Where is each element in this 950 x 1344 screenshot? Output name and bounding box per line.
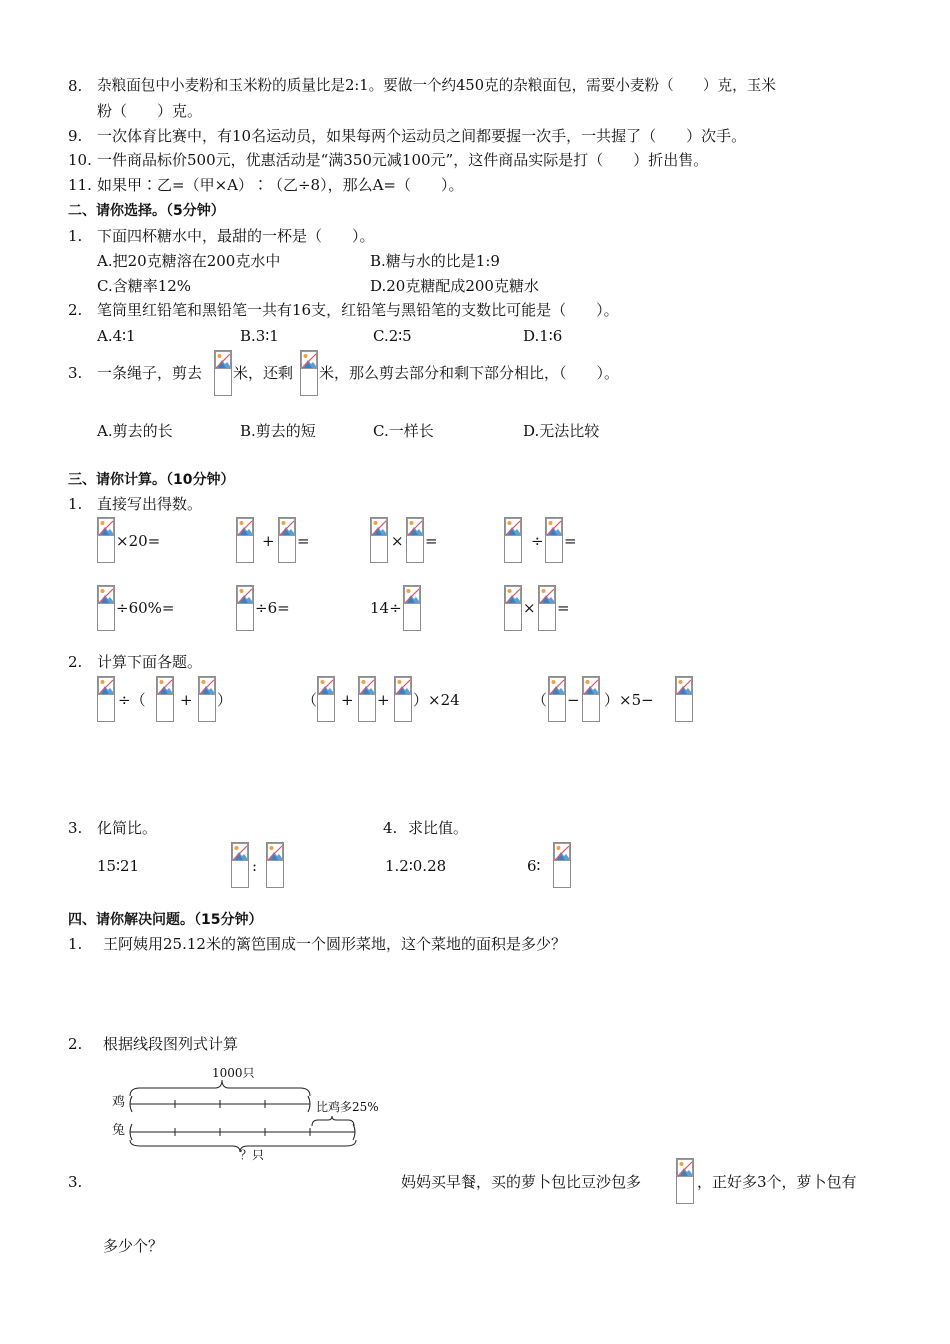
- fraction-image-placeholder: [553, 842, 571, 888]
- broken-image-icon: [301, 351, 317, 371]
- expression-op: ÷: [531, 532, 544, 550]
- option-c: C.2∶5: [373, 327, 412, 345]
- question-number: 1.: [68, 227, 83, 245]
- question-number: 3.: [68, 1173, 83, 1191]
- fraction-image-placeholder: [198, 676, 216, 722]
- expression-op: ÷6=: [255, 599, 290, 617]
- expression-op: ）: [217, 691, 233, 709]
- expression-op: +: [262, 532, 275, 550]
- expression-op: +: [377, 691, 390, 709]
- broken-image-icon: [554, 843, 570, 863]
- broken-image-icon: [583, 677, 599, 697]
- diagram-bottom-label: ？只: [240, 1148, 265, 1162]
- broken-image-icon: [98, 586, 114, 606]
- ratio-expression: 15∶21: [97, 857, 140, 875]
- question-9-text: 一次体育比赛中，有10名运动员，如果每两个运动员之间都要握一次手，一共握了（ ）次手。: [97, 127, 747, 145]
- line-segment-diagram: [110, 1066, 390, 1166]
- question-number: 10.: [68, 151, 92, 169]
- fraction-image-placeholder: [582, 676, 600, 722]
- question-number: 4.: [383, 819, 398, 837]
- fraction-image-placeholder: [676, 1158, 694, 1204]
- broken-image-icon: [157, 677, 173, 697]
- ratio-expression: 6∶: [527, 857, 541, 875]
- broken-image-icon: [539, 586, 555, 606]
- fraction-image-placeholder: [156, 676, 174, 722]
- broken-image-icon: [505, 518, 521, 538]
- fraction-image-placeholder: [504, 517, 522, 563]
- question-10-text: 一件商品标价500元，优惠活动是“满350元减100元”，这件商品实际是打（ ）折出售。: [97, 151, 709, 169]
- broken-image-icon: [199, 677, 215, 697]
- fraction-image-placeholder: [394, 676, 412, 722]
- calc-2-text: 计算下面各题。: [97, 653, 203, 671]
- fraction-image-placeholder: [236, 517, 254, 563]
- broken-image-icon: [676, 677, 692, 697]
- broken-image-icon: [267, 843, 283, 863]
- fraction-image-placeholder: [236, 585, 254, 631]
- fraction-image-placeholder: [300, 350, 318, 396]
- section-heading-calc: 三、请你计算。（10分钟）: [68, 472, 235, 488]
- choice-3-text-3: 米，那么剪去部分和剩下部分相比，（ ）。: [319, 364, 620, 382]
- diagram-row-label-rabbit: 兔: [112, 1123, 126, 1138]
- broken-image-icon: [237, 518, 253, 538]
- choice-1-text: 下面四杯糖水中，最甜的一杯是（ ）。: [97, 227, 375, 245]
- broken-image-icon: [407, 518, 423, 538]
- choice-3-text-1: 一条绳子，剪去: [97, 364, 203, 382]
- option-b: B.3∶1: [240, 327, 279, 345]
- question-number: 3.: [68, 819, 83, 837]
- fraction-image-placeholder: [97, 517, 115, 563]
- fraction-image-placeholder: [548, 676, 566, 722]
- section-heading-choice: 二、请你选择。（5分钟）: [68, 203, 225, 219]
- option-a: A.4∶1: [97, 327, 136, 345]
- problem-2-text: 根据线段图列式计算: [103, 1035, 239, 1053]
- fraction-image-placeholder: [406, 517, 424, 563]
- expression-op: =: [425, 532, 438, 550]
- broken-image-icon: [232, 843, 248, 863]
- question-8-text: 杂粮面包中小麦粉和玉米粉的质量比是2:1。要做一个约450克的杂粮面包，需要小麦粉（ ）克，玉米: [97, 77, 776, 94]
- section-heading-problems: 四、请你解决问题。（15分钟）: [68, 912, 263, 928]
- problem-3-text-2: ，正好多3个，萝卜包有: [697, 1173, 857, 1191]
- fraction-image-placeholder: [538, 585, 556, 631]
- question-number: 2.: [68, 301, 83, 319]
- question-number: 1.: [68, 935, 83, 953]
- broken-image-icon: [279, 518, 295, 538]
- expression-op: −: [567, 691, 580, 709]
- ratio-expression: 1.2∶0.28: [385, 857, 447, 875]
- fraction-image-placeholder: [231, 842, 249, 888]
- calc-4-text: 求比值。: [408, 819, 469, 837]
- broken-image-icon: [677, 1159, 693, 1179]
- fraction-image-placeholder: [403, 585, 421, 631]
- broken-image-icon: [546, 518, 562, 538]
- option-c: C.含糖率12%: [97, 277, 192, 295]
- broken-image-icon: [359, 677, 375, 697]
- fraction-image-placeholder: [214, 350, 232, 396]
- expression-op: =: [297, 532, 310, 550]
- option-d: D.20克糖配成200克糖水: [370, 277, 539, 295]
- fraction-image-placeholder: [317, 676, 335, 722]
- option-c: C.一样长: [373, 422, 434, 440]
- question-number: 9.: [68, 127, 83, 145]
- broken-image-icon: [505, 586, 521, 606]
- question-number: 11.: [68, 176, 92, 194]
- fraction-image-placeholder: [97, 676, 115, 722]
- broken-image-icon: [395, 677, 411, 697]
- fraction-image-placeholder: [97, 585, 115, 631]
- broken-image-icon: [549, 677, 565, 697]
- option-b: B.剪去的短: [240, 422, 316, 440]
- option-a: A.把20克糖溶在200克水中: [97, 252, 281, 270]
- choice-3-text-2: 米，还剩: [233, 364, 294, 382]
- calc-1-text: 直接写出得数。: [97, 495, 203, 513]
- expression-op: 14÷: [370, 599, 402, 617]
- diagram-top-label: 1000只: [212, 1066, 255, 1080]
- diagram-row-label-chicken: 鸡: [112, 1095, 126, 1110]
- fraction-image-placeholder: [278, 517, 296, 563]
- expression-op: ÷60%=: [116, 599, 175, 617]
- fraction-image-placeholder: [545, 517, 563, 563]
- question-number: 3.: [68, 364, 83, 382]
- broken-image-icon: [404, 586, 420, 606]
- problem-1-text: 王阿姨用25.12米的篱笆围成一个圆形菜地，这个菜地的面积是多少？: [103, 935, 566, 953]
- expression-op: ÷（: [118, 691, 146, 709]
- broken-image-icon: [98, 677, 114, 697]
- expression-op: （: [302, 691, 318, 709]
- option-a: A.剪去的长: [97, 422, 173, 440]
- expression-op: （: [532, 691, 548, 709]
- fraction-image-placeholder: [675, 676, 693, 722]
- question-number: 2.: [68, 653, 83, 671]
- expression-op: ×20=: [116, 532, 161, 550]
- broken-image-icon: [98, 518, 114, 538]
- expression-op: +: [180, 691, 193, 709]
- broken-image-icon: [318, 677, 334, 697]
- broken-image-icon: [371, 518, 387, 538]
- expression-op: =: [557, 599, 570, 617]
- problem-3-text-1: 妈妈买早餐，买的萝卜包比豆沙包多: [401, 1173, 642, 1191]
- fraction-image-placeholder: [370, 517, 388, 563]
- diagram-side-label: 比鸡多25%: [316, 1100, 379, 1114]
- expression-op: +: [341, 691, 354, 709]
- expression-op: ×: [391, 532, 404, 550]
- question-11-text: 如果甲∶乙=（甲×A）∶（乙÷8），那么A=（ ）。: [97, 176, 464, 194]
- expression-op: ）×24: [413, 691, 460, 709]
- option-b: B.糖与水的比是1:9: [370, 252, 500, 270]
- question-8-text-cont: 粉（ ）克。: [97, 102, 203, 120]
- question-number: 2.: [68, 1035, 83, 1053]
- fraction-image-placeholder: [504, 585, 522, 631]
- option-d: D.1∶6: [523, 327, 563, 345]
- expression-op: :: [252, 857, 258, 875]
- calc-3-text: 化简比。: [97, 819, 158, 837]
- option-d: D.无法比较: [523, 422, 600, 440]
- expression-op: ×: [523, 599, 536, 617]
- broken-image-icon: [215, 351, 231, 371]
- broken-image-icon: [237, 586, 253, 606]
- question-number: 8.: [68, 77, 83, 95]
- choice-2-text: 笔筒里红铅笔和黑铅笔一共有16支，红铅笔与黑铅笔的支数比可能是（ ）。: [97, 301, 619, 319]
- fraction-image-placeholder: [266, 842, 284, 888]
- expression-op: ）×5−: [604, 691, 654, 709]
- expression-op: =: [564, 532, 577, 550]
- question-number: 1.: [68, 495, 83, 513]
- problem-3-text-3: 多少个？: [103, 1237, 164, 1255]
- fraction-image-placeholder: [358, 676, 376, 722]
